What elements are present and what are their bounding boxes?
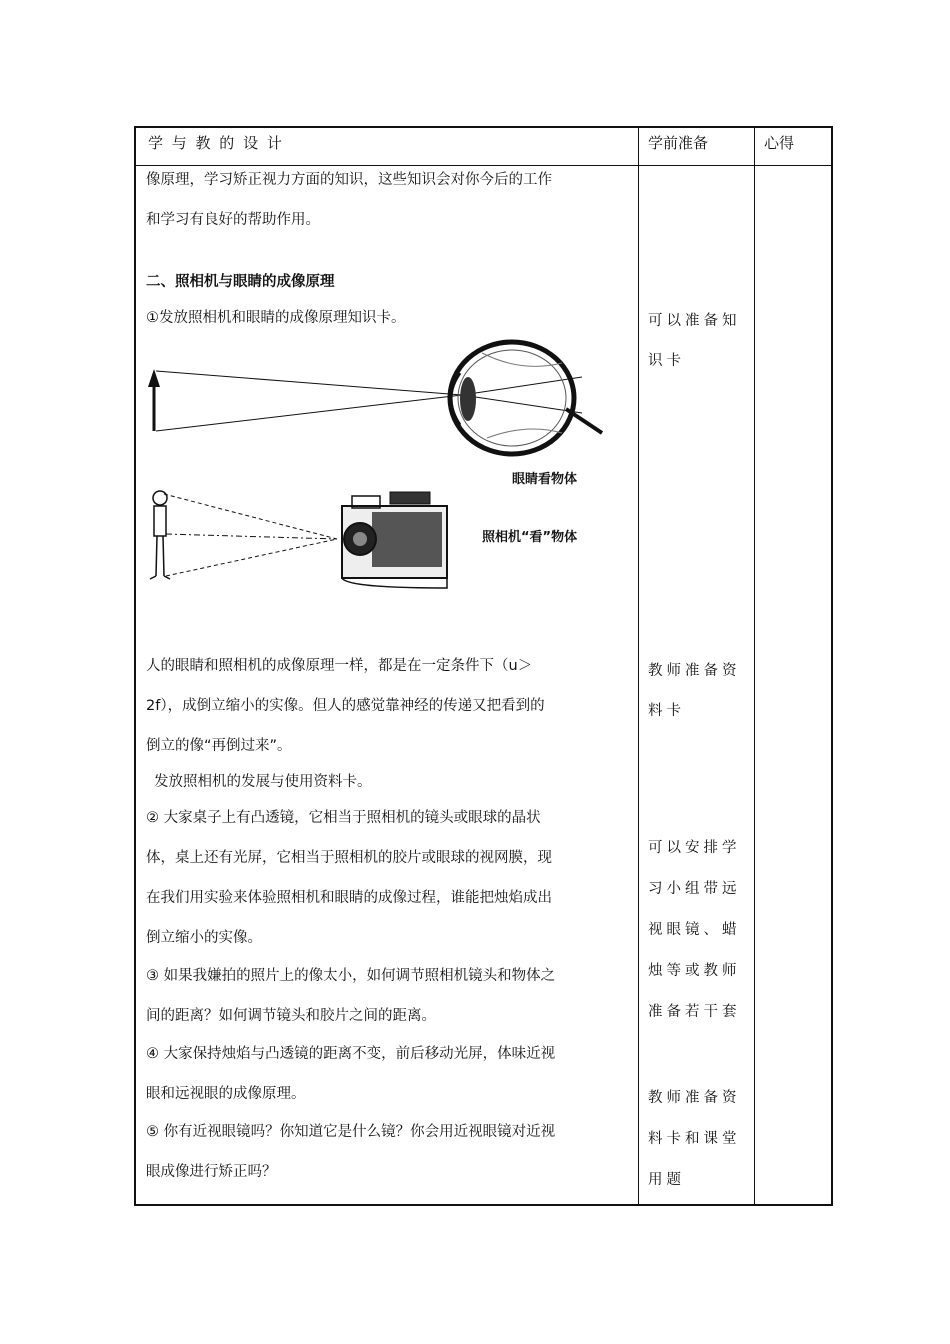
paragraph-line: 2f），成倒立缩小的实像。但人的感觉靠神经的传递又把看到的 (146, 698, 545, 714)
paragraph-line: 和学习有良好的帮助作用。 (146, 212, 320, 228)
paragraph-line: 像原理，学习矫正视力方面的知识，这些知识会对你今后的工作 (146, 172, 552, 188)
paragraph-line: ①发放照相机和眼睛的成像原理知识卡。 (146, 310, 406, 326)
lesson-table (134, 126, 833, 1206)
prep-line: 准备若干套 (648, 1004, 741, 1020)
header-prep: 学前准备 (648, 134, 709, 152)
camera-caption: 照相机“看”物体 (482, 530, 578, 545)
paragraph-line: ③ 如果我嫌拍的照片上的像太小，如何调节照相机镜头和物体之 (146, 968, 556, 984)
paragraph-line: 眼和远视眼的成像原理。 (146, 1086, 306, 1102)
paragraph-line: ⑤ 你有近视眼镜吗？你知道它是什么镜？你会用近视眼镜对近视 (146, 1124, 556, 1140)
paragraph-line: ② 大家桌子上有凸透镜，它相当于照相机的镜头或眼球的晶状 (146, 810, 541, 826)
prep-line: 识卡 (648, 353, 685, 369)
header-notes: 心得 (764, 134, 795, 152)
prep-line: 教师准备资 (648, 1090, 741, 1106)
prep-line: 用题 (648, 1172, 685, 1188)
prep-line: 料卡和课堂 (648, 1131, 741, 1147)
column-divider-prep (638, 128, 639, 1204)
prep-line: 可以安排学 (648, 840, 741, 856)
paragraph-line: 倒立的像“再倒过来”。 (146, 738, 292, 754)
paragraph-line: 发放照相机的发展与使用资料卡。 (154, 774, 372, 790)
header-divider (136, 165, 831, 166)
prep-line: 烛等或教师 (648, 963, 741, 979)
paragraph-line: 眼成像进行矫正吗？ (146, 1164, 277, 1180)
prep-line: 习小组带远 (648, 881, 741, 897)
paragraph-line: ④ 大家保持烛焰与凸透镜的距离不变，前后移动光屏，体味近视 (146, 1046, 556, 1062)
prep-line: 教师准备资 (648, 663, 741, 679)
eye-caption: 眼睛看物体 (512, 472, 578, 487)
eye-diagram (142, 333, 612, 478)
prep-line: 料卡 (648, 703, 685, 719)
prep-line: 视眼镜、蜡 (648, 922, 741, 938)
paragraph-line: 在我们用实验来体验照相机和眼睛的成像过程，谁能把烛焰成出 (146, 890, 552, 906)
section-title: 二、照相机与眼睛的成像原理 (146, 274, 335, 290)
paragraph-line: 体，桌上还有光屏，它相当于照相机的胶片或眼球的视网膜，现 (146, 850, 552, 866)
paragraph-line: 倒立缩小的实像。 (146, 930, 262, 946)
column-divider-notes (754, 128, 755, 1204)
header-design: 学 与 教 的 设 计 (148, 134, 284, 152)
paragraph-line: 人的眼睛和照相机的成像原理一样，都是在一定条件下（u＞ (146, 658, 533, 674)
prep-line: 可以准备知 (648, 313, 741, 329)
paragraph-line: 间的距离？如何调节镜头和胶片之间的距离。 (146, 1008, 436, 1024)
camera-diagram (142, 484, 472, 594)
